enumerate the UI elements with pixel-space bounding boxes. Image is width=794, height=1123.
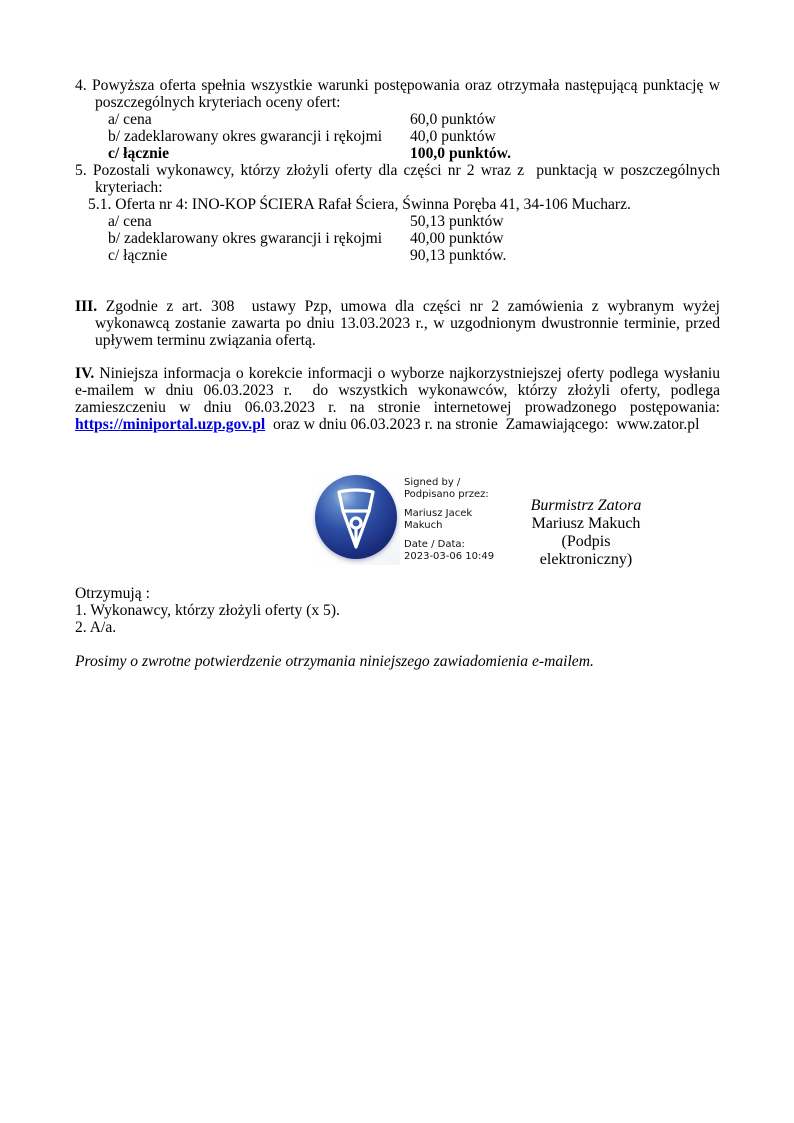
recipients-section [75, 585, 720, 636]
recipient-line-1: 1. Wykonawcy, którzy złożyli oferty (x 5). [75, 602, 340, 619]
signature-officials [516, 497, 656, 569]
official-title: Burmistrz Zatora [530, 497, 642, 514]
criteria-row [75, 111, 720, 128]
item-4-text: Powyższa oferta spełnia wszystkie warunki postępowania oraz otrzymała następującą punktację w poszczególnych kryteriach oceny ofert: [86, 77, 724, 111]
criterion-label-lacznie: c/ łącznie [108, 145, 170, 162]
signer-name-line-2: Makuch [404, 519, 443, 531]
criterion-label-cena: a/ cena [108, 111, 152, 128]
item-4-number: 4. [75, 77, 87, 94]
paragraph-section-3 [75, 298, 724, 349]
signature-stamp-text [404, 471, 516, 570]
criterion-label-gwarancja: b/ zadeklarowany okres gwarancji i rękojmi [108, 128, 383, 145]
recipient-line-2: 2. A/a. [75, 619, 117, 636]
criterion-label-lacznie: c/ łącznie [108, 247, 168, 264]
signature-block [312, 471, 720, 566]
paragraph-section-4 [75, 365, 724, 433]
criterion-value-gwarancja: 40,00 punktów [410, 230, 504, 247]
criterion-value-gwarancja: 40,0 punktów [410, 128, 496, 145]
section-4-text-after-link: oraz w dniu 06.03.2023 r. na stronie Zamawiającego: www.zator.pl [265, 416, 700, 433]
criteria-row [75, 128, 720, 145]
criteria-row [75, 230, 720, 247]
criterion-label-gwarancja: b/ zadeklarowany okres gwarancji i rękojmi [108, 230, 383, 247]
document-content [75, 77, 724, 670]
item-5-text: Pozostali wykonawcy, którzy złożyli oferty dla części nr 2 wraz z punktacją w poszczególnych kryteriach: [86, 162, 724, 196]
signer-name-line-1: Mariusz Jacek [404, 508, 473, 519]
pen-nib-icon [315, 475, 397, 559]
confirmation-note: Prosimy o zwrotne potwierdzenie otrzymania niniejszego zawiadomienia e-mailem. [75, 653, 594, 670]
paragraph-item-4 [75, 77, 724, 111]
criteria-row-total [75, 247, 720, 264]
miniportal-link[interactable]: https://miniportal.uzp.gov.pl [75, 416, 266, 433]
item-5-number: 5. [75, 162, 87, 179]
section-3-text: Zgodnie z art. 308 ustawy Pzp, umowa dla części nr 2 zamówienia z wybranym wyżej wykonawcą zostanie zawarta po dniu 13.03.2023 r., w uzgodnionym dwustronnie terminie, przed upływem terminu związania ofertą. [95, 298, 724, 349]
criterion-value-lacznie: 90,13 punktów. [410, 247, 507, 264]
date-value: 2023-03-06 10:49 [404, 550, 495, 562]
section-4-text-before-link: Niniejsza informacja o korekcie informacji o wyborze najkorzystniejszej oferty podlega wysłaniu e-mailem w dniu 06.03.2023 r. do wszystkich wykonawców, którzy złożyli oferty, podlega zamieszczeniu w dniu 06.03.2023 r. na stronie internetowej prowadzonego postępowania: [75, 365, 724, 416]
section-4-number: IV. [75, 365, 95, 382]
signed-by-line-2: Podpisano przez: [404, 488, 489, 500]
offer-5-1-line: 5.1. Oferta nr 4: INO-KOP ŚCIERA Rafał Ściera, Świnna Poręba 41, 34-106 Mucharz. [88, 196, 631, 213]
date-label: Date / Data: [404, 539, 465, 550]
criterion-label-cena: a/ cena [108, 213, 152, 230]
signature-type: (Podpis elektroniczny) [539, 533, 633, 568]
paragraph-item-5 [75, 162, 724, 196]
criterion-value-cena: 60,0 punktów [410, 111, 496, 128]
criterion-value-cena: 50,13 punktów [410, 213, 504, 230]
official-name: Mariusz Makuch [531, 515, 641, 532]
criteria-row [75, 213, 720, 230]
signature-stamp-image [312, 471, 400, 565]
signed-by-line-1: Signed by / [404, 477, 461, 488]
pen-nib-seal-icon [315, 475, 397, 559]
criterion-value-lacznie: 100,0 punktów. [410, 145, 511, 162]
criteria-row-total [75, 145, 720, 162]
recipients-header: Otrzymują : [75, 585, 150, 602]
section-3-number: III. [75, 298, 98, 315]
